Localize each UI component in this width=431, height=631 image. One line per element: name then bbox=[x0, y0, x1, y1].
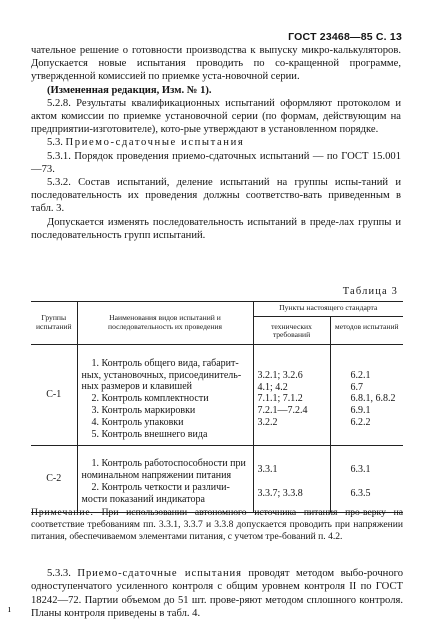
method-point: 6.2.1 bbox=[350, 369, 371, 381]
table-note bbox=[31, 507, 403, 543]
method-point: 6.3.5 bbox=[350, 488, 371, 500]
group-label: С-2 bbox=[46, 473, 62, 485]
test-name-line: 4. Контроль упаковки bbox=[91, 416, 184, 428]
paragraph-number: 5.3.3. bbox=[47, 568, 71, 579]
group-c2-tech-points bbox=[253, 446, 330, 512]
tech-point: 7.1.1; 7.1.2 bbox=[257, 393, 303, 405]
tech-point: 3.3.1 bbox=[257, 464, 278, 476]
header-test-methods: методов испытаний bbox=[330, 316, 403, 344]
test-name-line: ных, установочных, присоединитель- bbox=[81, 369, 242, 381]
test-name-line: 1. Контроль общего вида, габарит- bbox=[91, 357, 239, 369]
group-label: С-1 bbox=[46, 389, 62, 401]
note-label: Примечание. bbox=[31, 507, 94, 518]
method-point: 6.3.1 bbox=[350, 464, 371, 476]
amendment-note: (Измененная редакция, Изм. № 1). bbox=[47, 84, 212, 96]
tech-point: 3.3.7; 3.3.8 bbox=[257, 488, 303, 500]
method-point: 6.7 bbox=[350, 381, 363, 393]
page-header: ГОСТ 23468—85 С. 13 bbox=[288, 31, 402, 43]
group-c1-tech-points bbox=[253, 344, 330, 446]
test-name-line: 2. Контроль четкости и различи- bbox=[91, 481, 230, 493]
body-text-block bbox=[31, 44, 401, 242]
tech-point: 3.2.1; 3.2.6 bbox=[257, 369, 303, 381]
group-c1-method-points bbox=[330, 344, 403, 446]
test-name-line: ных размеров и клавишей bbox=[81, 381, 193, 393]
paragraph-5-3-3 bbox=[31, 567, 403, 620]
section-5-3-heading bbox=[31, 136, 401, 149]
table-row bbox=[31, 446, 403, 512]
group-c2-test-names bbox=[77, 446, 253, 512]
section-number: 5.3. bbox=[47, 137, 63, 149]
tech-point: 7.2.1—7.2.4 bbox=[257, 405, 308, 417]
header-group: Группы испытаний bbox=[31, 302, 77, 345]
table-caption: Таблица 3 bbox=[342, 286, 398, 297]
table-row bbox=[31, 344, 403, 446]
paragraph-5-3-1: 5.3.1. Порядок проведения приемо-сдаточных испытаний — по ГОСТ 15.001—73. bbox=[31, 150, 401, 175]
paragraph-permission: Допускается изменять последовательность испытаний в преде-лах группы и последовательность групп испытаний. bbox=[31, 216, 401, 241]
paragraph-5-2-8: 5.2.8. Результаты квалификационных испытаний оформляют протоколом и актом комиссии по приемке установочной серии (по формам, действующим на предприятии-изготовителе), кото-рые утверждают в установленном порядке. bbox=[31, 97, 401, 136]
test-name-line: 1. Контроль работоспособности при bbox=[91, 458, 246, 470]
test-name-line: 2. Контроль комплектности bbox=[91, 393, 209, 405]
test-name-line: номинальном напряжении питания bbox=[81, 470, 232, 482]
margin-mark: ı bbox=[8, 604, 11, 615]
paragraph-continuation: чательное решение о готовности производства к выпуску микро-калькуляторов. Допускается новые испытания проводить по со-кращенной программе, утвержденной комиссией по приемке уста-новочной серии. bbox=[31, 45, 401, 83]
header-tech-requirements: технических требований bbox=[253, 316, 330, 344]
method-point: 6.8.1, 6.8.2 bbox=[350, 393, 396, 405]
tech-point: 4.1; 4.2 bbox=[257, 381, 288, 393]
tests-table bbox=[31, 301, 403, 513]
paragraph-5-3-2: 5.3.2. Состав испытаний, деление испытаний на группы испы-таний и последовательность их проведения должны соответство-вать приведенным в табл. 3. bbox=[31, 177, 401, 215]
header-standard-points: Пункты настоящего стандарта bbox=[253, 302, 403, 317]
test-name-line: 3. Контроль маркировки bbox=[91, 404, 196, 416]
test-name-line: 5. Контроль внешнего вида bbox=[91, 428, 208, 440]
group-c2-method-points bbox=[330, 446, 403, 512]
paragraph-title: Приемо-сдаточные испытания bbox=[77, 568, 242, 579]
header-test-names: Наименования видов испытаний и последовательность их проведения bbox=[77, 302, 253, 345]
method-point: 6.9.1 bbox=[350, 405, 371, 417]
tech-point: 3.2.2 bbox=[257, 416, 278, 428]
group-c1-test-names bbox=[77, 344, 253, 446]
method-point: 6.2.2 bbox=[350, 416, 371, 428]
test-name-line: мости показаний индикатора bbox=[81, 493, 205, 505]
note-text: При использовании автономного источника питания про-верку на соответствие требованиям пп. 3.3.1, 3.3.7 и 3.3.8 допускается проводить при напряжении питания, обеспечиваемом элементами питания, с учетом тре-бований п. 4.2. bbox=[31, 507, 403, 542]
section-title: Приемо-сдаточные испытания bbox=[65, 137, 245, 149]
paragraph-text: проводят методом выбо-рочного одноступенчатого усиленного контроля с общим уровнем контроля II по ГОСТ 18242—72. Партии объемом до 51 шт. прове-ряют методом сплошного контроля. Планы контроля приведены в табл. 4. bbox=[31, 568, 403, 619]
